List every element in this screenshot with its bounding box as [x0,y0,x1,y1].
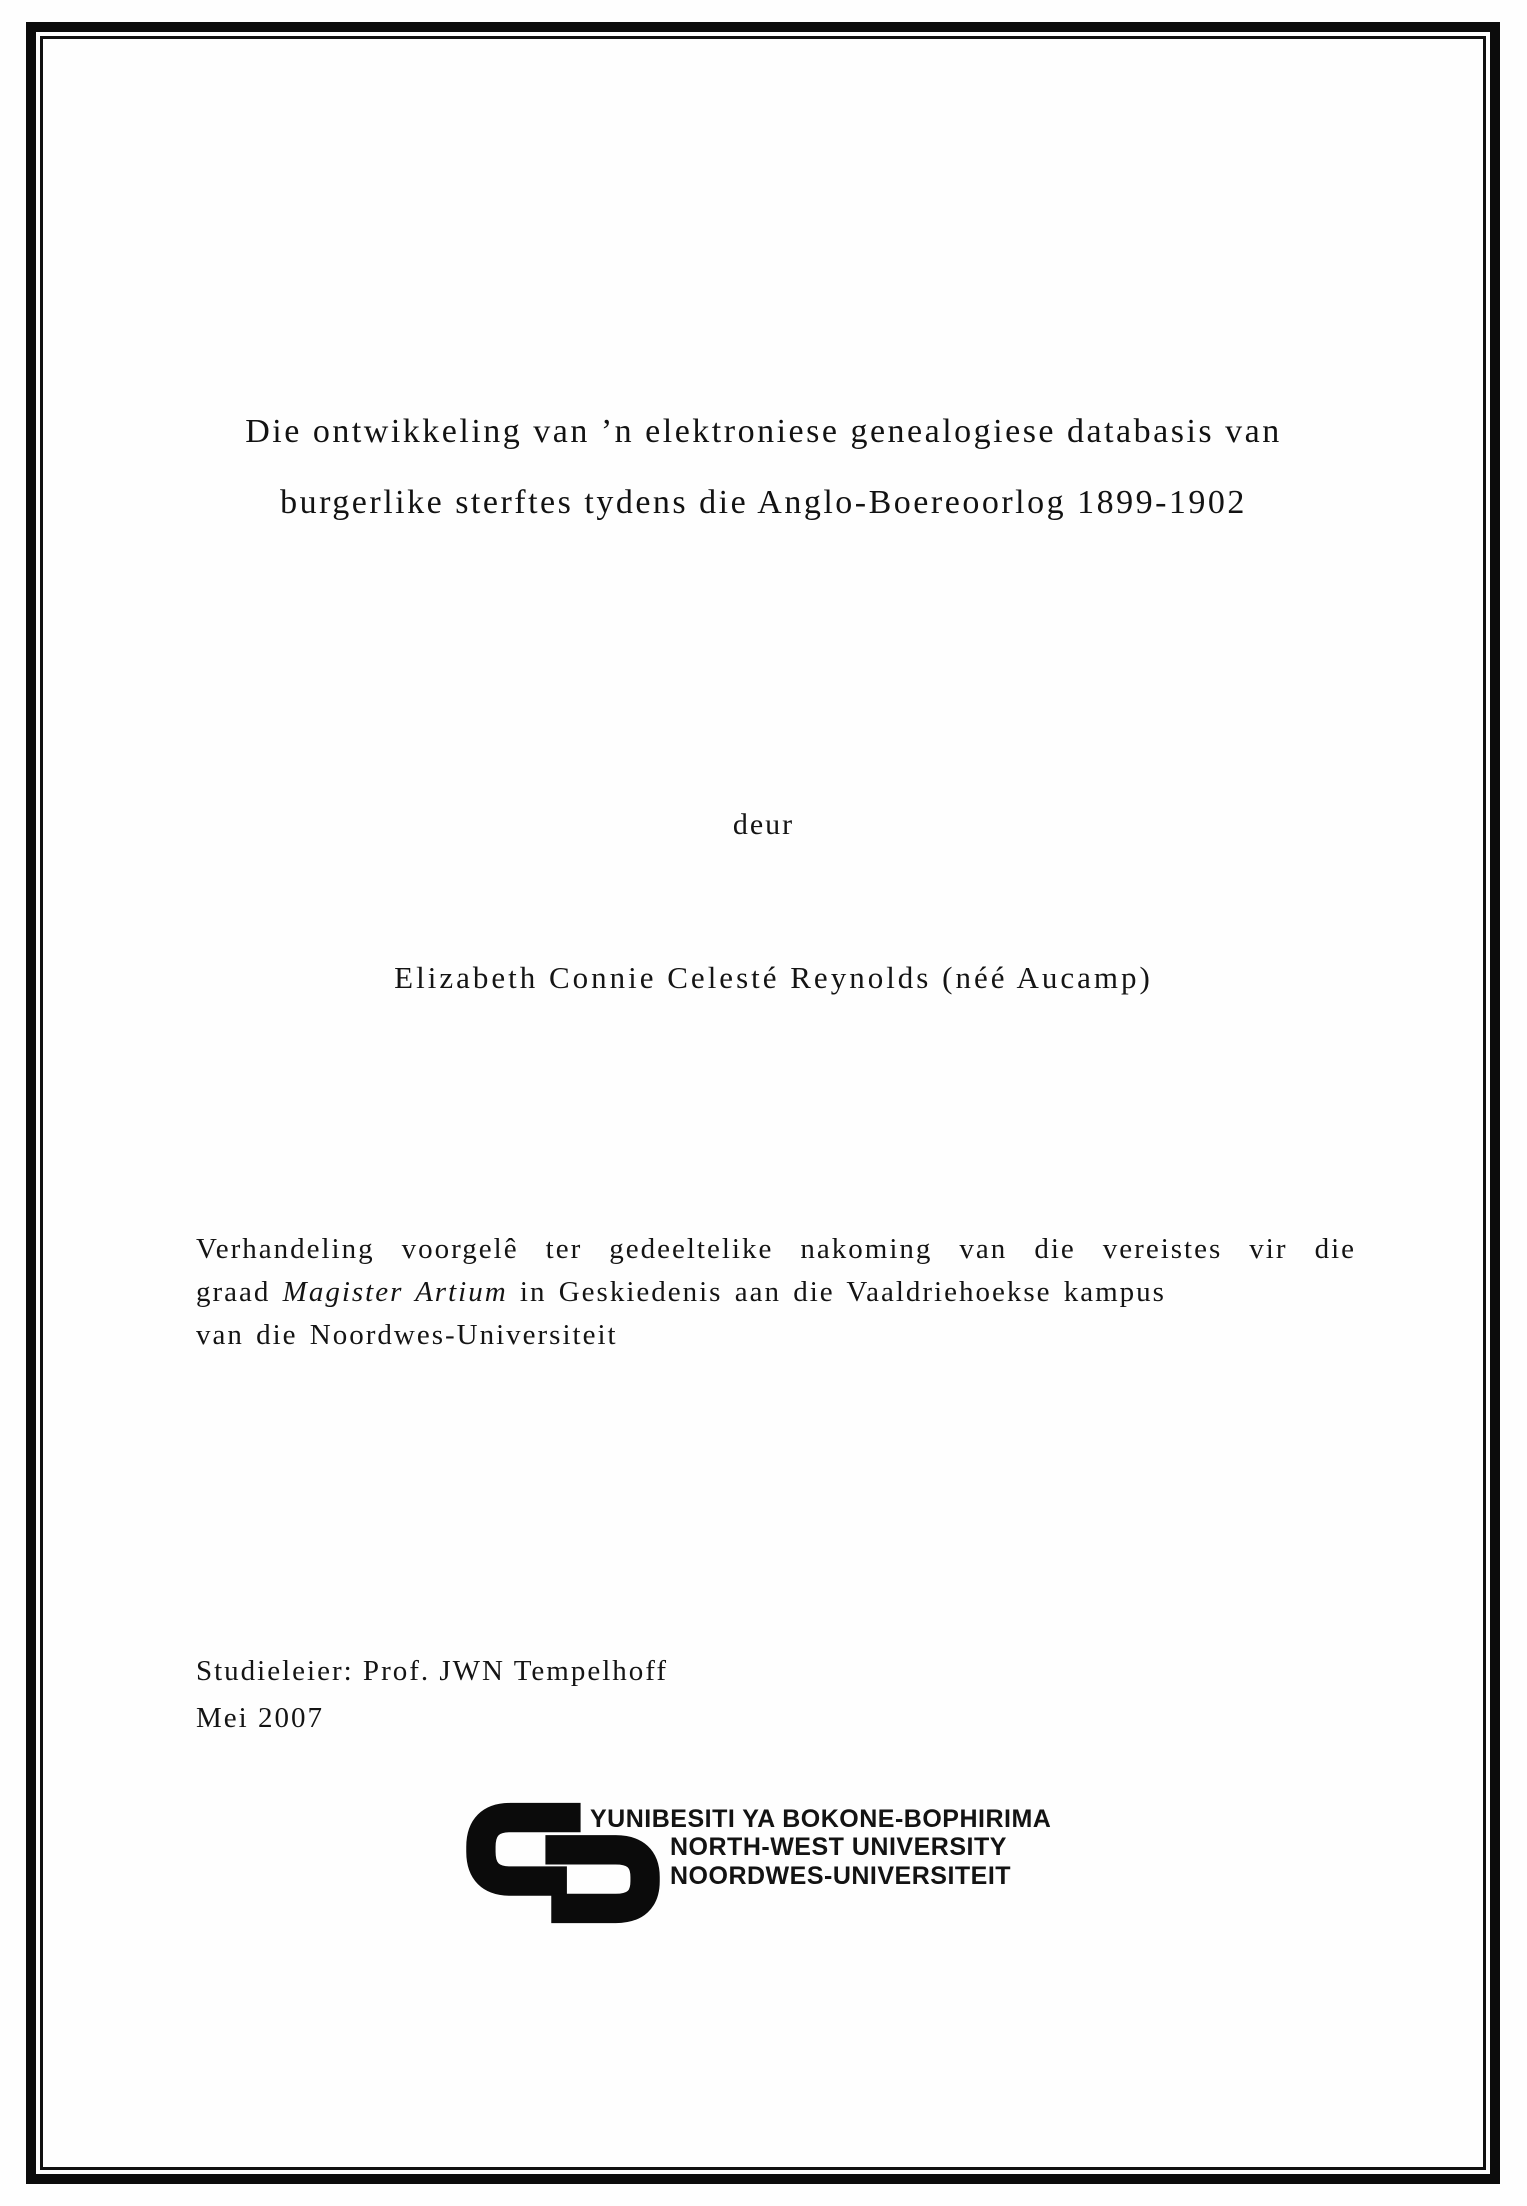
university-logo [465,1797,1105,1932]
degree-statement-line-1: Verhandeling voorgelê ter gedeeltelike nakoming van die vereistes vir die [196,1233,1356,1265]
supervisor-block [196,1648,668,1742]
author-name: Elizabeth Connie Celesté Reynolds (néé Aucamp) [394,960,1153,995]
degree-line2-pre: graad [196,1276,283,1308]
degree-statement [196,1228,1356,1357]
university-logo-text [465,1797,1105,1932]
thesis-title-line-2: burgerlike sterftes tydens die Anglo-Boereoorlog 1899-1902 [280,484,1247,521]
degree-line2-post: in Geskiedenis aan die Vaaldriehoekse kampus [507,1276,1166,1308]
thesis-title [170,396,1357,538]
supervisor-line: Studieleier: Prof. JWN Tempelhoff [196,1655,669,1687]
degree-statement-line-2 [196,1271,1356,1314]
degree-statement-line-3: van die Noordwes-Universiteit [196,1319,618,1351]
thesis-title-line-1: Die ontwikkeling van ’n elektroniese genealogiese databasis van [245,413,1282,450]
logo-text-setswana: YUNIBESITI YA BOKONE-BOPHIRIMA [590,1805,1052,1833]
degree-name-italic: Magister Artium [282,1276,508,1308]
byline-deur: deur [732,808,795,841]
date-line: Mei 2007 [196,1702,324,1734]
logo-text-afrikaans: NOORDWES-UNIVERSITEIT [670,1862,1012,1890]
logo-text-english: NORTH-WEST UNIVERSITY [670,1833,1007,1861]
